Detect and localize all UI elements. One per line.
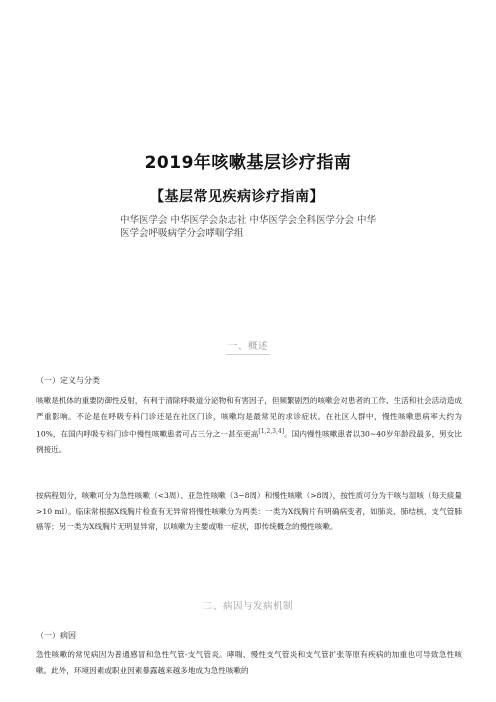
section-heading-text: 一、概述 xyxy=(226,338,270,355)
subsection-heading-definition: （一）定义与分类 xyxy=(36,376,100,385)
section-heading-text: 二、病因与发病机制 xyxy=(202,601,293,612)
section-heading-overview xyxy=(0,338,496,355)
section-heading-etiology xyxy=(0,598,496,612)
author-list: 中华医学会 中华医学会杂志社 中华医学会全科医学分会 中华医学会呼吸病学分会哮喘学组 xyxy=(120,215,377,239)
document-subtitle: 【基层常见疾病诊疗指南】 xyxy=(150,189,324,205)
paragraph-classification: 按病程划分，咳嗽可分为急性咳嗽（<3周）、亚急性咳嗽（3~8周）和慢性咳嗽（>8周），按性质可分为干咳与湿咳（每天痰量>10 ml）。临床常根据X线胸片检查有无异常将慢性咳嗽分为两类：一类为X线胸片有明确病变者，如肺炎、肺结核、支气管肺癌等；另一类为X线胸片无明显异常，以咳嗽为主要或唯一症状，即传统概念的慢性咳嗽。 xyxy=(36,491,462,531)
paragraph-cause: 急性咳嗽的常见病因为普通感冒和急性气管-支气管炎。哮喘、慢性支气管炎和支气管扩张等原有疾病的加重也可导致急性咳嗽。此外，环境因素或职业因素暴露越来越多地成为急性咳嗽的 xyxy=(36,650,462,675)
citation-refs: [1,2,3,4] xyxy=(258,428,285,435)
document-title: 2019年咳嗽基层诊疗指南 xyxy=(144,153,352,173)
subsection-heading-cause: （一）病因 xyxy=(36,631,76,640)
paragraph-text: 。国内慢性咳嗽患者以30~40岁年龄段最多，男女比例接近。 xyxy=(36,429,463,455)
paragraph-text: 咳嗽是机体的重要防御性反射，有利于清除呼吸道分泌物和有害因子，但频繁剧烈的咳嗽会对患者的工作、生活和社会活动造成严重影响。不论是在呼吸专科门诊还是在社区门诊，咳嗽均是最常见的求诊症状。在社区人群中，慢性咳嗽患病率大约为10%，在国内呼吸专科门诊中慢性咳嗽患者可占三分之一甚至更高 xyxy=(36,396,462,439)
paragraph-definition xyxy=(36,393,462,458)
